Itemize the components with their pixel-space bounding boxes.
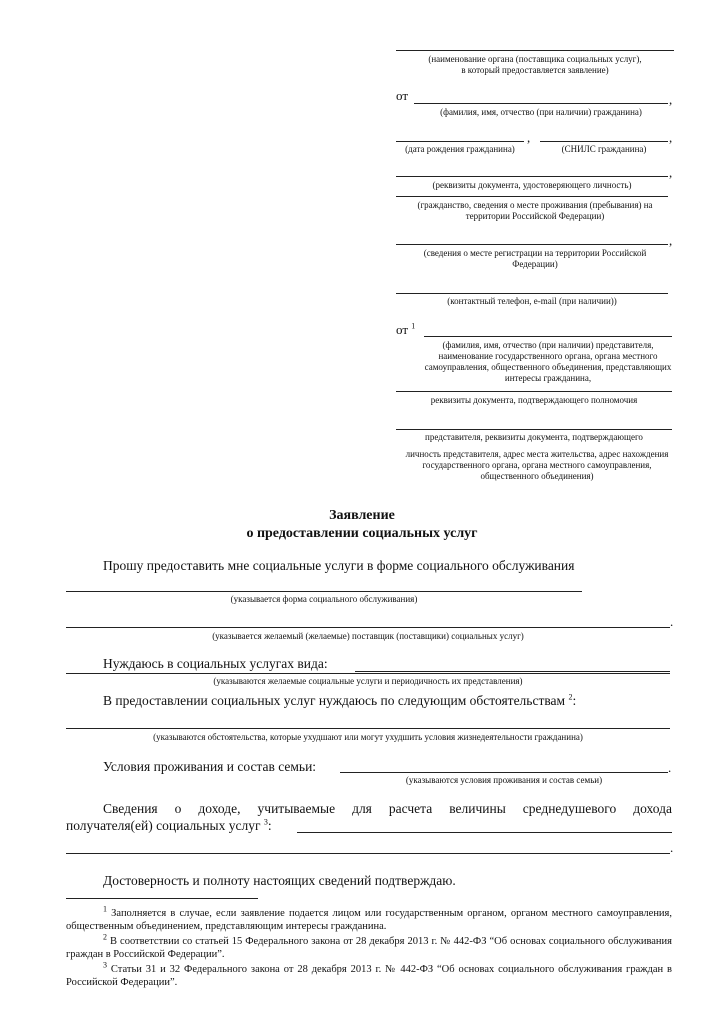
authority-caption: (наименование органа (поставщика социальных услуг), в который предоставляется заявление) bbox=[428, 54, 642, 75]
representative-address-caption: личность представителя, адрес места жительства, адрес нахождения государственного органа, органа местного самоуправления, общественного объединения) bbox=[405, 449, 669, 481]
document-title: Заявление bbox=[329, 508, 395, 523]
birth-date-line[interactable] bbox=[396, 141, 524, 142]
period: . bbox=[670, 840, 674, 855]
request-text: Прошу предоставить мне социальные услуги в форме социального обслуживания bbox=[103, 558, 575, 573]
contact-caption: (контактный телефон, e-mail (при наличии)) bbox=[447, 296, 617, 306]
authority-document-line[interactable] bbox=[396, 391, 672, 392]
contact-line[interactable] bbox=[396, 293, 668, 294]
footnote-3-number: 3 bbox=[103, 960, 107, 970]
footnote-ref-1: 1 bbox=[411, 321, 416, 331]
representative-line[interactable] bbox=[424, 336, 672, 337]
from-label: от bbox=[396, 88, 409, 103]
need-services-text: Нуждаюсь в социальных услугах вида: bbox=[103, 656, 328, 671]
id-document-line[interactable] bbox=[396, 176, 668, 177]
comma: , bbox=[669, 165, 673, 180]
circumstances-text: В предоставлении социальных услуг нуждаюсь по следующим обстоятельствам $^2$: bbox=[103, 692, 577, 708]
id-document-caption: (реквизиты документа, удостоверяющего личность) bbox=[432, 180, 632, 190]
living-conditions-text: Условия проживания и состав семьи: bbox=[103, 759, 317, 774]
representative-document-caption: представителя, реквизиты документа, подтверждающего bbox=[425, 432, 643, 442]
need-services-line[interactable] bbox=[355, 671, 670, 672]
need-services-caption: (указываются желаемые социальные услуги и периодичность их представления) bbox=[213, 676, 523, 686]
snils-caption: (СНИЛС гражданина) bbox=[561, 144, 647, 154]
birth-date-caption: (дата рождения гражданина) bbox=[405, 144, 515, 154]
citizenship-line[interactable] bbox=[396, 196, 668, 197]
from-label-representative: от $^1$ bbox=[396, 321, 416, 337]
provider-caption: (указывается желаемый (желаемые) поставщик (поставщики) социальных услуг) bbox=[212, 631, 524, 641]
living-conditions-line[interactable] bbox=[340, 772, 668, 773]
period: . bbox=[668, 760, 672, 775]
citizenship-caption: (гражданство, сведения о месте проживания (пребывания) на территории Российской Федерации) bbox=[417, 200, 653, 221]
need-services-line-2[interactable] bbox=[66, 673, 670, 674]
income-text-line-2: получателя(ей) социальных услуг $^3$: bbox=[66, 817, 272, 833]
service-form-caption: (указывается форма социального обслуживания) bbox=[230, 594, 418, 604]
footnote-2-number: 2 bbox=[103, 932, 107, 942]
footnote-2: $^2$ В соответствии со статьей 15 Федерального закона от 28 декабря 2013 г. № 442-ФЗ “Об основах социального обслуживания граждан в Российской Федерации”. bbox=[66, 932, 672, 960]
registration-line[interactable] bbox=[396, 244, 668, 245]
comma: , bbox=[527, 130, 531, 145]
income-line-1[interactable] bbox=[297, 832, 672, 833]
footnote-3: $^3$ Статьи 31 и 32 Федерального закона от 28 декабря 2013 г. № 442-ФЗ “Об основах социального обслуживания граждан в Российской Федерации”. bbox=[66, 960, 672, 988]
provider-line[interactable] bbox=[66, 627, 670, 628]
comma: , bbox=[669, 233, 673, 248]
representative-document-line[interactable] bbox=[396, 429, 672, 430]
footnote-1: $^1$ Заполняется в случае, если заявление подается лицом или государственным органом, органом местного самоуправления, общественным объединением, представляющим интересы гражданина. bbox=[66, 904, 673, 932]
snils-line[interactable] bbox=[540, 141, 668, 142]
circumstances-line[interactable] bbox=[66, 728, 670, 729]
period: . bbox=[670, 614, 674, 629]
comma: , bbox=[669, 92, 673, 107]
authority-document-caption: реквизиты документа, подтверждающего полномочия bbox=[430, 395, 638, 405]
citizen-name-caption: (фамилия, имя, отчество (при наличии) гражданина) bbox=[440, 107, 642, 117]
living-conditions-caption: (указываются условия проживания и состав семьи) bbox=[405, 775, 603, 785]
confirmation-text: Достоверность и полноту настоящих сведений подтверждаю. bbox=[103, 873, 456, 888]
representative-caption: (фамилия, имя, отчество (при наличии) представителя, наименование государственного органа, органа местного самоуправления, общественного объединения, представляющих интересы гражданина, bbox=[424, 340, 672, 383]
authority-line[interactable] bbox=[396, 50, 674, 51]
income-line-2[interactable] bbox=[66, 853, 670, 854]
footnote-ref-3: 3 bbox=[263, 817, 268, 827]
citizen-name-line[interactable] bbox=[414, 103, 668, 104]
circumstances-caption: (указываются обстоятельства, которые ухудшают или могут ухудшить условия жизнедеятельности гражданина) bbox=[153, 732, 583, 742]
comma: , bbox=[669, 130, 673, 145]
footnote-1-number: 1 bbox=[103, 904, 107, 914]
service-form-line[interactable] bbox=[66, 591, 582, 592]
footnote-separator bbox=[66, 898, 258, 899]
footnote-ref-2: 2 bbox=[568, 692, 573, 702]
registration-caption: (сведения о месте регистрации на территории Российской Федерации) bbox=[423, 248, 647, 269]
document-subtitle: о предоставлении социальных услуг bbox=[246, 526, 478, 541]
income-text-line-1: Сведения о доходе, учитываемые для расчета величины среднедушевого дохода bbox=[103, 801, 672, 816]
